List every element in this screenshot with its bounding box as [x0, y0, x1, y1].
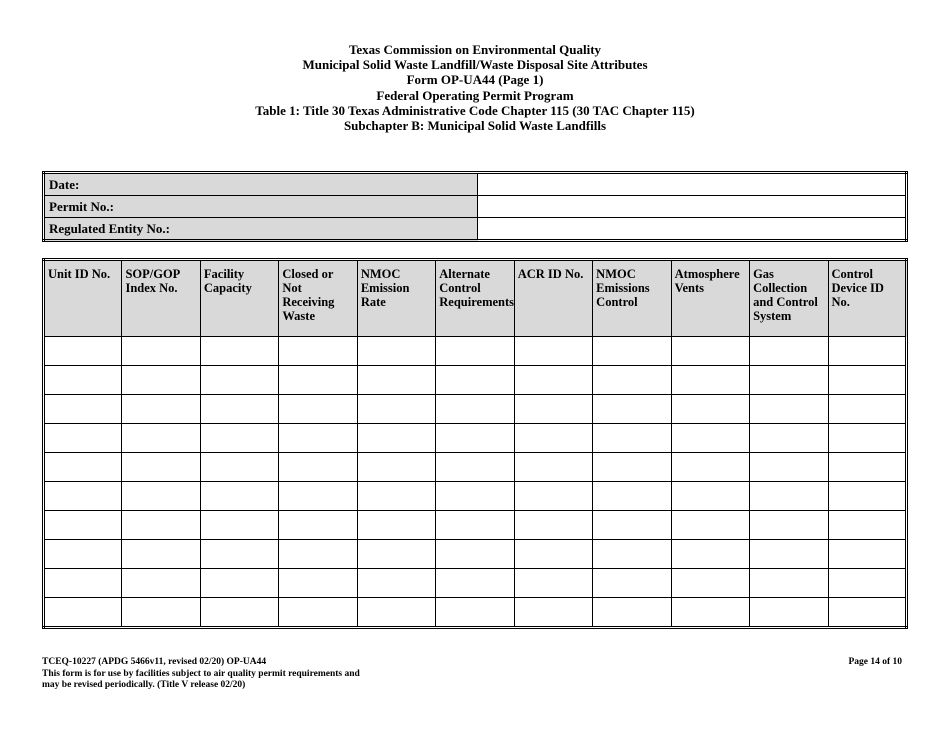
table-cell[interactable] [750, 366, 828, 395]
table-body [44, 337, 907, 628]
table-cell[interactable] [593, 337, 671, 366]
table-cell[interactable] [671, 511, 749, 540]
table-row [44, 337, 907, 366]
table-cell[interactable] [44, 366, 122, 395]
table-cell[interactable] [828, 569, 906, 598]
form-footer [42, 657, 360, 692]
table-cell[interactable] [671, 482, 749, 511]
table-cell[interactable] [200, 337, 278, 366]
subchapter-title: Subchapter B: Municipal Solid Waste Landfills [343, 118, 607, 134]
table-cell[interactable] [671, 395, 749, 424]
table-row [44, 453, 907, 482]
table-cell[interactable] [828, 540, 906, 569]
table-cell[interactable] [750, 511, 828, 540]
table-cell[interactable] [44, 424, 122, 453]
info-row-date [44, 173, 907, 196]
col-nmoc-emission-rate: NMOC Emission Rate [357, 260, 435, 337]
table-cell[interactable] [514, 598, 592, 628]
table-cell[interactable] [750, 453, 828, 482]
table-cell[interactable] [828, 395, 906, 424]
table-cell[interactable] [514, 424, 592, 453]
table-cell[interactable] [593, 569, 671, 598]
usage-note-line-2: may be revised periodically. (Title V release 02/20) [42, 680, 246, 690]
table-cell[interactable] [671, 453, 749, 482]
table-cell[interactable] [279, 511, 357, 540]
table-cell[interactable] [357, 337, 435, 366]
table-cell[interactable] [200, 540, 278, 569]
table-cell[interactable] [593, 395, 671, 424]
date-field[interactable] [478, 173, 907, 196]
table-cell[interactable] [200, 598, 278, 628]
table-cell[interactable] [122, 511, 200, 540]
usage-note-line-1: This form is for use by facilities subject to air quality permit requirements and [42, 668, 360, 679]
table-cell[interactable] [514, 482, 592, 511]
program-title: Federal Operating Permit Program [376, 87, 574, 103]
table-cell[interactable] [671, 540, 749, 569]
table-cell[interactable] [44, 395, 122, 424]
table-cell[interactable] [436, 511, 514, 540]
table-cell[interactable] [436, 569, 514, 598]
table-cell[interactable] [593, 453, 671, 482]
regulated-entity-label: Regulated Entity No.: [44, 218, 478, 241]
col-nmoc-emissions-control: NMOC Emissions Control [593, 260, 671, 337]
table-cell[interactable] [44, 337, 122, 366]
table-cell[interactable] [44, 482, 122, 511]
table-cell[interactable] [44, 540, 122, 569]
info-row-entity [44, 218, 907, 241]
table-cell[interactable] [279, 453, 357, 482]
table-cell[interactable] [200, 366, 278, 395]
table-cell[interactable] [514, 453, 592, 482]
table-cell[interactable] [671, 598, 749, 628]
regulated-entity-field[interactable] [478, 218, 907, 241]
table-cell[interactable] [593, 482, 671, 511]
table-cell[interactable] [357, 569, 435, 598]
table-cell[interactable] [200, 424, 278, 453]
col-gas-collection: Gas Collection and Control System [750, 260, 828, 337]
table-cell[interactable] [44, 598, 122, 628]
col-facility-capacity: Facility Capacity [200, 260, 278, 337]
table-cell[interactable] [357, 482, 435, 511]
table-row [44, 569, 907, 598]
form-title: Municipal Solid Waste Landfill/Waste Disposal Site Attributes [302, 57, 648, 73]
table-cell[interactable] [122, 540, 200, 569]
table-cell[interactable] [436, 337, 514, 366]
permit-no-label: Permit No.: [44, 196, 478, 218]
table-cell[interactable] [593, 598, 671, 628]
date-label: Date: [44, 173, 478, 196]
table-cell[interactable] [200, 395, 278, 424]
table-cell[interactable] [200, 511, 278, 540]
attributes-table [42, 258, 908, 629]
table-cell[interactable] [357, 366, 435, 395]
table-row [44, 511, 907, 540]
table-cell[interactable] [200, 482, 278, 511]
table-cell[interactable] [279, 540, 357, 569]
table-cell[interactable] [750, 482, 828, 511]
table-row [44, 424, 907, 453]
table-cell[interactable] [593, 540, 671, 569]
col-closed-or-not-receiving: Closed or Not Receiving Waste [279, 260, 357, 337]
table-cell[interactable] [750, 395, 828, 424]
table-cell[interactable] [671, 569, 749, 598]
agency-title: Texas Commission on Environmental Quality [348, 42, 602, 57]
info-row-permit [44, 196, 907, 218]
table-cell[interactable] [357, 453, 435, 482]
table-cell[interactable] [122, 482, 200, 511]
table-cell[interactable] [514, 337, 592, 366]
table-cell[interactable] [593, 511, 671, 540]
table-cell[interactable] [750, 540, 828, 569]
table-cell[interactable] [828, 366, 906, 395]
table-cell[interactable] [200, 453, 278, 482]
table-cell[interactable] [357, 511, 435, 540]
table-cell[interactable] [279, 366, 357, 395]
col-alternate-control: Alternate Control Requirements [436, 260, 514, 337]
table-cell[interactable] [750, 424, 828, 453]
table-cell[interactable] [828, 424, 906, 453]
form-header [0, 42, 950, 133]
table-cell[interactable] [122, 366, 200, 395]
table-cell[interactable] [122, 569, 200, 598]
table-cell[interactable] [122, 424, 200, 453]
table-cell[interactable] [828, 453, 906, 482]
page-number: Page 14 of 10 [848, 657, 902, 667]
table-cell[interactable] [279, 337, 357, 366]
table-cell[interactable] [200, 569, 278, 598]
table-header-row [44, 260, 907, 337]
table-cell[interactable] [671, 337, 749, 366]
table-cell[interactable] [436, 540, 514, 569]
table-cell[interactable] [828, 482, 906, 511]
table-cell[interactable] [514, 511, 592, 540]
table-cell[interactable] [357, 395, 435, 424]
table-row [44, 540, 907, 569]
table-cell[interactable] [279, 598, 357, 628]
table-cell[interactable] [671, 366, 749, 395]
table-cell[interactable] [750, 337, 828, 366]
table-cell[interactable] [593, 366, 671, 395]
col-unit-id: Unit ID No. [44, 260, 122, 337]
table-cell[interactable] [436, 395, 514, 424]
table-cell[interactable] [514, 540, 592, 569]
table-cell[interactable] [514, 395, 592, 424]
table-title: Table 1: Title 30 Texas Administrative Code Chapter 115 (30 TAC Chapter 115) [255, 102, 695, 118]
table-cell[interactable] [122, 337, 200, 366]
form-id-line: TCEQ-10227 (APDG 5466v11, revised 02/20) OP-UA44 [42, 657, 267, 667]
table-cell[interactable] [514, 569, 592, 598]
table-cell[interactable] [514, 366, 592, 395]
table-cell[interactable] [357, 598, 435, 628]
table-row [44, 395, 907, 424]
table-cell[interactable] [436, 366, 514, 395]
table-cell[interactable] [357, 424, 435, 453]
table-cell[interactable] [436, 424, 514, 453]
form-number: Form OP-UA44 (Page 1) [406, 72, 544, 88]
table-cell[interactable] [122, 395, 200, 424]
table-cell[interactable] [750, 569, 828, 598]
table-cell[interactable] [279, 569, 357, 598]
col-control-device-id: Control Device ID No. [828, 260, 906, 337]
info-table [42, 171, 908, 242]
table-cell[interactable] [279, 424, 357, 453]
table-cell[interactable] [44, 453, 122, 482]
table-cell[interactable] [828, 511, 906, 540]
table-cell[interactable] [279, 482, 357, 511]
table-cell[interactable] [436, 482, 514, 511]
table-cell[interactable] [828, 337, 906, 366]
table-cell[interactable] [671, 424, 749, 453]
table-cell[interactable] [122, 453, 200, 482]
table-cell[interactable] [279, 395, 357, 424]
table-cell[interactable] [593, 424, 671, 453]
table-cell[interactable] [122, 598, 200, 628]
table-cell[interactable] [436, 598, 514, 628]
col-sop-gop-index: SOP/GOP Index No. [122, 260, 200, 337]
table-cell[interactable] [357, 540, 435, 569]
table-cell[interactable] [828, 598, 906, 628]
table-cell[interactable] [44, 569, 122, 598]
permit-no-field[interactable] [478, 196, 907, 218]
table-cell[interactable] [750, 598, 828, 628]
table-row [44, 598, 907, 628]
table-row [44, 482, 907, 511]
col-atmosphere-vents: Atmosphere Vents [671, 260, 749, 337]
table-cell[interactable] [436, 453, 514, 482]
table-cell[interactable] [44, 511, 122, 540]
table-row [44, 366, 907, 395]
col-acr-id: ACR ID No. [514, 260, 592, 337]
